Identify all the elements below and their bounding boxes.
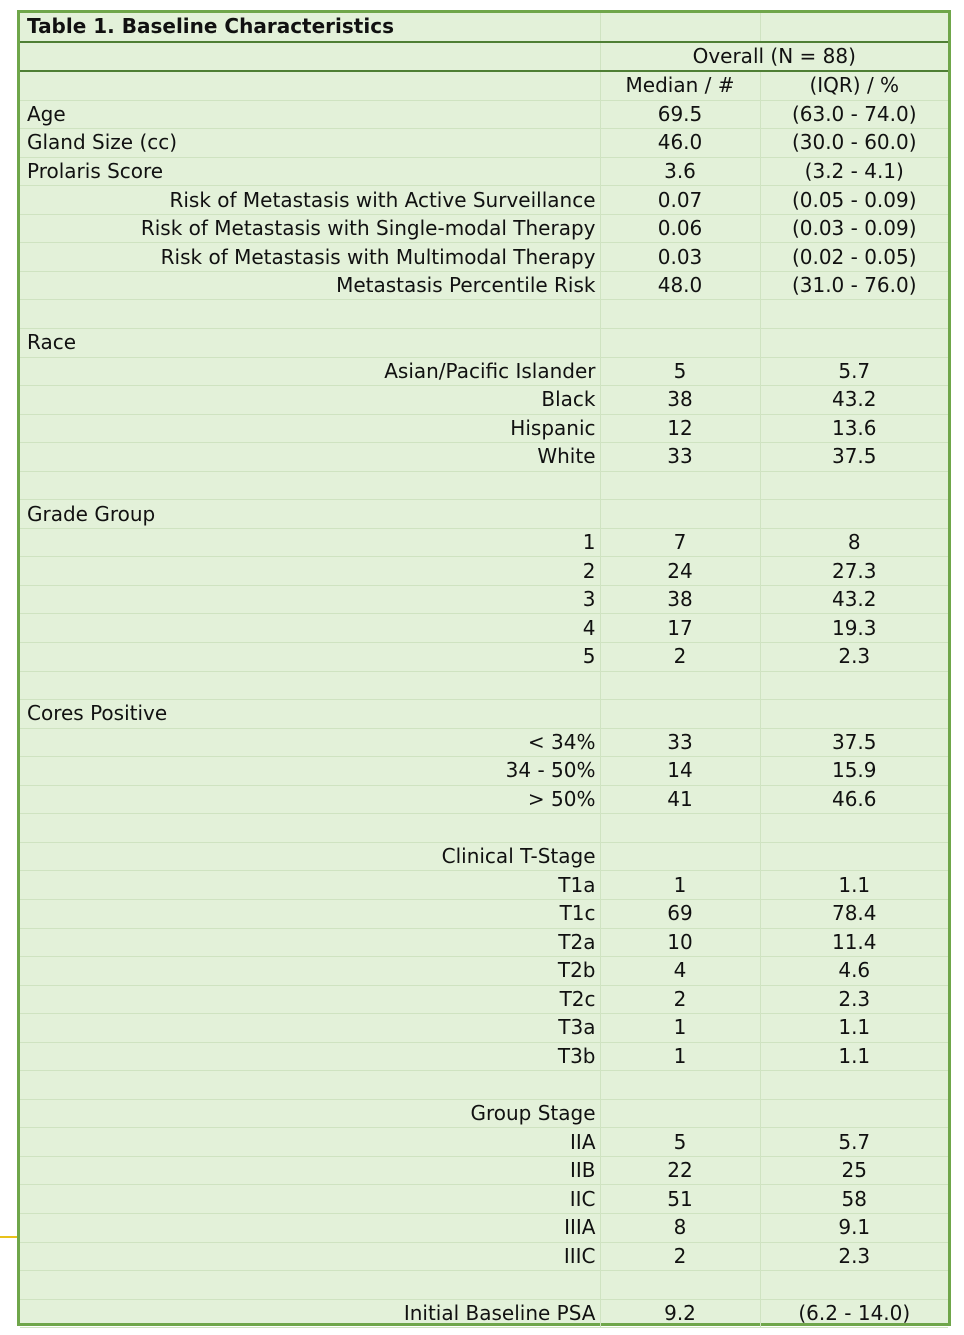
- median-count-header: Median / #: [600, 71, 760, 100]
- row-label: T1a: [20, 871, 600, 900]
- iqr-percent-value: [760, 471, 948, 500]
- iqr-percent-value: 43.2: [760, 585, 948, 614]
- iqr-percent-value: 43.2: [760, 386, 948, 415]
- iqr-percent-value: 2.3: [760, 1242, 948, 1271]
- iqr-percent-value: [760, 1271, 948, 1300]
- row-label: Clinical T-Stage: [20, 842, 600, 871]
- row-label: Initial Baseline PSA: [20, 1299, 600, 1328]
- table-row: [20, 500, 948, 529]
- median-count-value: 2: [600, 643, 760, 672]
- median-count-value: 41: [600, 785, 760, 814]
- median-count-value: 5: [600, 357, 760, 386]
- table-row: [20, 386, 948, 415]
- header-spacer: [20, 42, 600, 72]
- iqr-percent-value: 5.7: [760, 357, 948, 386]
- iqr-percent-value: (31.0 - 76.0): [760, 271, 948, 300]
- row-label: IIIA: [20, 1213, 600, 1242]
- table-row: [20, 957, 948, 986]
- iqr-percent-value: [760, 842, 948, 871]
- median-count-value: 24: [600, 557, 760, 586]
- row-label: Cores Positive: [20, 700, 600, 729]
- table-row: [20, 414, 948, 443]
- iqr-percent-value: 1.1: [760, 1014, 948, 1043]
- row-label: T2a: [20, 928, 600, 957]
- table-row: [20, 614, 948, 643]
- table-row: [20, 871, 948, 900]
- baseline-characteristics-table: [17, 10, 951, 1326]
- row-label: 5: [20, 643, 600, 672]
- table-row: [20, 757, 948, 786]
- median-count-value: 1: [600, 1014, 760, 1043]
- table-row: [20, 557, 948, 586]
- median-count-value: [600, 814, 760, 843]
- column-header-row: [20, 71, 948, 100]
- median-count-value: [600, 471, 760, 500]
- table-row: [20, 157, 948, 186]
- table-row: [20, 1299, 948, 1328]
- table-row: [20, 1156, 948, 1185]
- row-label: [20, 300, 600, 329]
- median-count-value: [600, 671, 760, 700]
- table-row: [20, 1042, 948, 1071]
- median-count-value: 38: [600, 386, 760, 415]
- table-row: [20, 129, 948, 158]
- iqr-percent-value: 2.3: [760, 643, 948, 672]
- median-count-value: 38: [600, 585, 760, 614]
- row-label: Gland Size (cc): [20, 129, 600, 158]
- median-count-value: 69: [600, 899, 760, 928]
- median-count-value: 33: [600, 728, 760, 757]
- iqr-percent-value: 37.5: [760, 728, 948, 757]
- row-label: Hispanic: [20, 414, 600, 443]
- median-count-value: 9.2: [600, 1299, 760, 1328]
- title-spacer: [600, 13, 760, 42]
- median-count-value: 10: [600, 928, 760, 957]
- iqr-percent-value: 27.3: [760, 557, 948, 586]
- iqr-percent-value: (30.0 - 60.0): [760, 129, 948, 158]
- table-row: [20, 1185, 948, 1214]
- row-label: Prolaris Score: [20, 157, 600, 186]
- table-row: [20, 1128, 948, 1157]
- median-count-value: 51: [600, 1185, 760, 1214]
- row-label: 4: [20, 614, 600, 643]
- row-label: IIB: [20, 1156, 600, 1185]
- median-count-value: 14: [600, 757, 760, 786]
- iqr-percent-value: 11.4: [760, 928, 948, 957]
- table-row: [20, 785, 948, 814]
- iqr-percent-value: [760, 671, 948, 700]
- row-label: White: [20, 443, 600, 472]
- median-count-value: 17: [600, 614, 760, 643]
- iqr-percent-value: 13.6: [760, 414, 948, 443]
- row-label: T2b: [20, 957, 600, 986]
- table-row: [20, 1014, 948, 1043]
- row-label: T3b: [20, 1042, 600, 1071]
- iqr-percent-value: (0.03 - 0.09): [760, 214, 948, 243]
- median-count-value: [600, 1099, 760, 1128]
- median-count-value: 48.0: [600, 271, 760, 300]
- median-count-value: 0.03: [600, 243, 760, 272]
- row-label: IIIC: [20, 1242, 600, 1271]
- overall-header: Overall (N = 88): [600, 42, 948, 72]
- table-row: [20, 1213, 948, 1242]
- iqr-percent-value: [760, 300, 948, 329]
- table-row: [20, 1242, 948, 1271]
- median-count-value: [600, 1271, 760, 1300]
- median-count-value: 5: [600, 1128, 760, 1157]
- iqr-percent-value: 5.7: [760, 1128, 948, 1157]
- iqr-percent-value: [760, 1099, 948, 1128]
- iqr-percent-value: 19.3: [760, 614, 948, 643]
- table-row: [20, 528, 948, 557]
- row-label: T3a: [20, 1014, 600, 1043]
- data-table: [20, 13, 948, 1328]
- iqr-percent-value: [760, 500, 948, 529]
- median-count-value: 3.6: [600, 157, 760, 186]
- row-label: < 34%: [20, 728, 600, 757]
- header-spacer: [20, 71, 600, 100]
- iqr-percent-value: (63.0 - 74.0): [760, 100, 948, 129]
- median-count-value: 69.5: [600, 100, 760, 129]
- iqr-percent-value: (0.05 - 0.09): [760, 186, 948, 215]
- iqr-percent-value: 46.6: [760, 785, 948, 814]
- row-label: Group Stage: [20, 1099, 600, 1128]
- row-label: [20, 471, 600, 500]
- median-count-value: 2: [600, 1242, 760, 1271]
- table-row: [20, 585, 948, 614]
- median-count-value: 1: [600, 1042, 760, 1071]
- title-spacer: [760, 13, 948, 42]
- table-row: [20, 928, 948, 957]
- iqr-percent-value: 8: [760, 528, 948, 557]
- table-row: [20, 643, 948, 672]
- iqr-percent-value: 58: [760, 1185, 948, 1214]
- median-count-value: [600, 300, 760, 329]
- table-row: [20, 1071, 948, 1100]
- iqr-percent-value: 25: [760, 1156, 948, 1185]
- table-row: [20, 842, 948, 871]
- table-row: [20, 1099, 948, 1128]
- table-row: [20, 985, 948, 1014]
- median-count-value: 4: [600, 957, 760, 986]
- iqr-percent-value: [760, 814, 948, 843]
- iqr-percent-value: 2.3: [760, 985, 948, 1014]
- median-count-value: 0.07: [600, 186, 760, 215]
- row-label: Metastasis Percentile Risk: [20, 271, 600, 300]
- row-label: 1: [20, 528, 600, 557]
- row-label: IIC: [20, 1185, 600, 1214]
- row-label: [20, 671, 600, 700]
- iqr-percent-value: 4.6: [760, 957, 948, 986]
- row-label: Asian/Pacific Islander: [20, 357, 600, 386]
- median-count-value: 7: [600, 528, 760, 557]
- iqr-percent-value: 37.5: [760, 443, 948, 472]
- row-label: 2: [20, 557, 600, 586]
- median-count-value: [600, 842, 760, 871]
- table-title-row: [20, 13, 948, 42]
- table-row: [20, 443, 948, 472]
- iqr-percent-value: (3.2 - 4.1): [760, 157, 948, 186]
- median-count-value: [600, 1071, 760, 1100]
- median-count-value: 22: [600, 1156, 760, 1185]
- iqr-percent-value: [760, 1071, 948, 1100]
- row-label: Race: [20, 329, 600, 358]
- row-label: Black: [20, 386, 600, 415]
- iqr-percent-value: 1.1: [760, 871, 948, 900]
- table-row: [20, 329, 948, 358]
- row-label: 34 - 50%: [20, 757, 600, 786]
- median-count-value: 0.06: [600, 214, 760, 243]
- row-label: T2c: [20, 985, 600, 1014]
- row-label: [20, 1071, 600, 1100]
- row-label: Risk of Metastasis with Single-modal Therapy: [20, 214, 600, 243]
- row-label: T1c: [20, 899, 600, 928]
- table-row: [20, 300, 948, 329]
- table-row: [20, 357, 948, 386]
- table-row: [20, 100, 948, 129]
- table-title: Table 1. Baseline Characteristics: [20, 13, 600, 42]
- row-label: [20, 814, 600, 843]
- row-label: Age: [20, 100, 600, 129]
- iqr-percent-value: (0.02 - 0.05): [760, 243, 948, 272]
- iqr-percent-header: (IQR) / %: [760, 71, 948, 100]
- row-label: Risk of Metastasis with Multimodal Therapy: [20, 243, 600, 272]
- table-row: [20, 671, 948, 700]
- median-count-value: [600, 329, 760, 358]
- table-row: [20, 814, 948, 843]
- median-count-value: 33: [600, 443, 760, 472]
- table-row: [20, 243, 948, 272]
- iqr-percent-value: 15.9: [760, 757, 948, 786]
- table-row: [20, 700, 948, 729]
- table-row: [20, 728, 948, 757]
- table-row: [20, 214, 948, 243]
- iqr-percent-value: (6.2 - 14.0): [760, 1299, 948, 1328]
- row-label: > 50%: [20, 785, 600, 814]
- row-label: Risk of Metastasis with Active Surveillance: [20, 186, 600, 215]
- iqr-percent-value: [760, 700, 948, 729]
- row-label: 3: [20, 585, 600, 614]
- median-count-value: [600, 500, 760, 529]
- row-label: Grade Group: [20, 500, 600, 529]
- group-header-row: [20, 42, 948, 72]
- median-count-value: 8: [600, 1213, 760, 1242]
- row-label: IIA: [20, 1128, 600, 1157]
- iqr-percent-value: 1.1: [760, 1042, 948, 1071]
- iqr-percent-value: 78.4: [760, 899, 948, 928]
- table-row: [20, 471, 948, 500]
- iqr-percent-value: 9.1: [760, 1213, 948, 1242]
- median-count-value: 46.0: [600, 129, 760, 158]
- median-count-value: 1: [600, 871, 760, 900]
- row-label: [20, 1271, 600, 1300]
- iqr-percent-value: [760, 329, 948, 358]
- table-row: [20, 899, 948, 928]
- table-row: [20, 1271, 948, 1300]
- table-row: [20, 186, 948, 215]
- median-count-value: 2: [600, 985, 760, 1014]
- median-count-value: [600, 700, 760, 729]
- median-count-value: 12: [600, 414, 760, 443]
- table-row: [20, 271, 948, 300]
